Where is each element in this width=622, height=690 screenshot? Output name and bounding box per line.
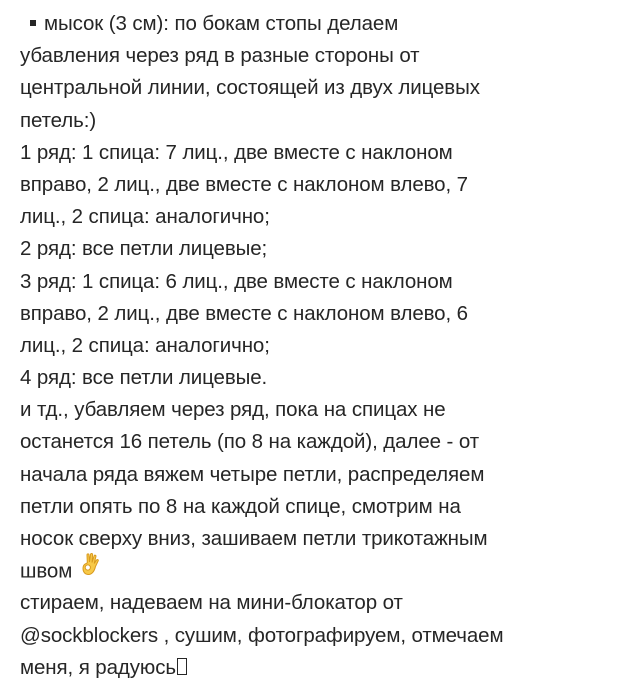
caption-line-15: начала ряда вяжем четыре петли, распределяем [20, 462, 485, 486]
sockblockers-mention-link[interactable]: @sockblockers [20, 623, 158, 647]
square-bullet-icon [30, 20, 36, 26]
caption-line-1: мысок (3 см): по бокам стопы делаем [20, 8, 616, 40]
caption-line-14: останется 16 петель (по 8 на каждой), далее - от [20, 430, 479, 454]
caption-line-12: 4 ряд: все петли лицевые. [20, 366, 268, 390]
caption-line-5: 1 ряд: 1 спица: 7 лиц., две вместе с наклоном [20, 140, 453, 164]
caption-line-10: вправо, 2 лиц., две вместе с наклоном влево, 6 [20, 301, 468, 325]
caption-line-18: швом [20, 555, 616, 587]
post-caption [20, 8, 616, 684]
caption-line-16: петли опять по 8 на каждой спице, смотрим на [20, 494, 461, 518]
caption-line-17: носок сверху вниз, зашиваем петли трикотажным [20, 527, 488, 550]
caption-line-8: 2 ряд: все петли лицевые; [20, 237, 268, 261]
caption-line-4: петель:) [20, 108, 97, 132]
caption-line-13: и тд., убавляем через ряд, пока на спицах не [20, 398, 446, 422]
caption-line-2: убавления через ряд в разные стороны от [20, 44, 420, 68]
caption-line-20: @sockblockers , сушим, фотографируем, отмечаем [20, 623, 504, 647]
caption-line-19: стираем, надеваем на мини-блокатор от [20, 591, 403, 615]
caption-line-11: лиц., 2 спица: аналогично; [20, 333, 270, 357]
caption-line-21: меня, я радуюсь [20, 652, 616, 684]
ok-hand-emoji-icon [80, 552, 102, 586]
caption-line-9: 3 ряд: 1 спица: 6 лиц., две вместе с наклоном [20, 269, 453, 293]
caption-line-6: вправо, 2 лиц., две вместе с наклоном влево, 7 [20, 172, 468, 196]
caption-line-3: центральной линии, состоящей из двух лицевых [20, 76, 480, 100]
caption-line-7: лиц., 2 спица: аналогично; [20, 205, 270, 229]
missing-glyph-icon [177, 658, 187, 675]
